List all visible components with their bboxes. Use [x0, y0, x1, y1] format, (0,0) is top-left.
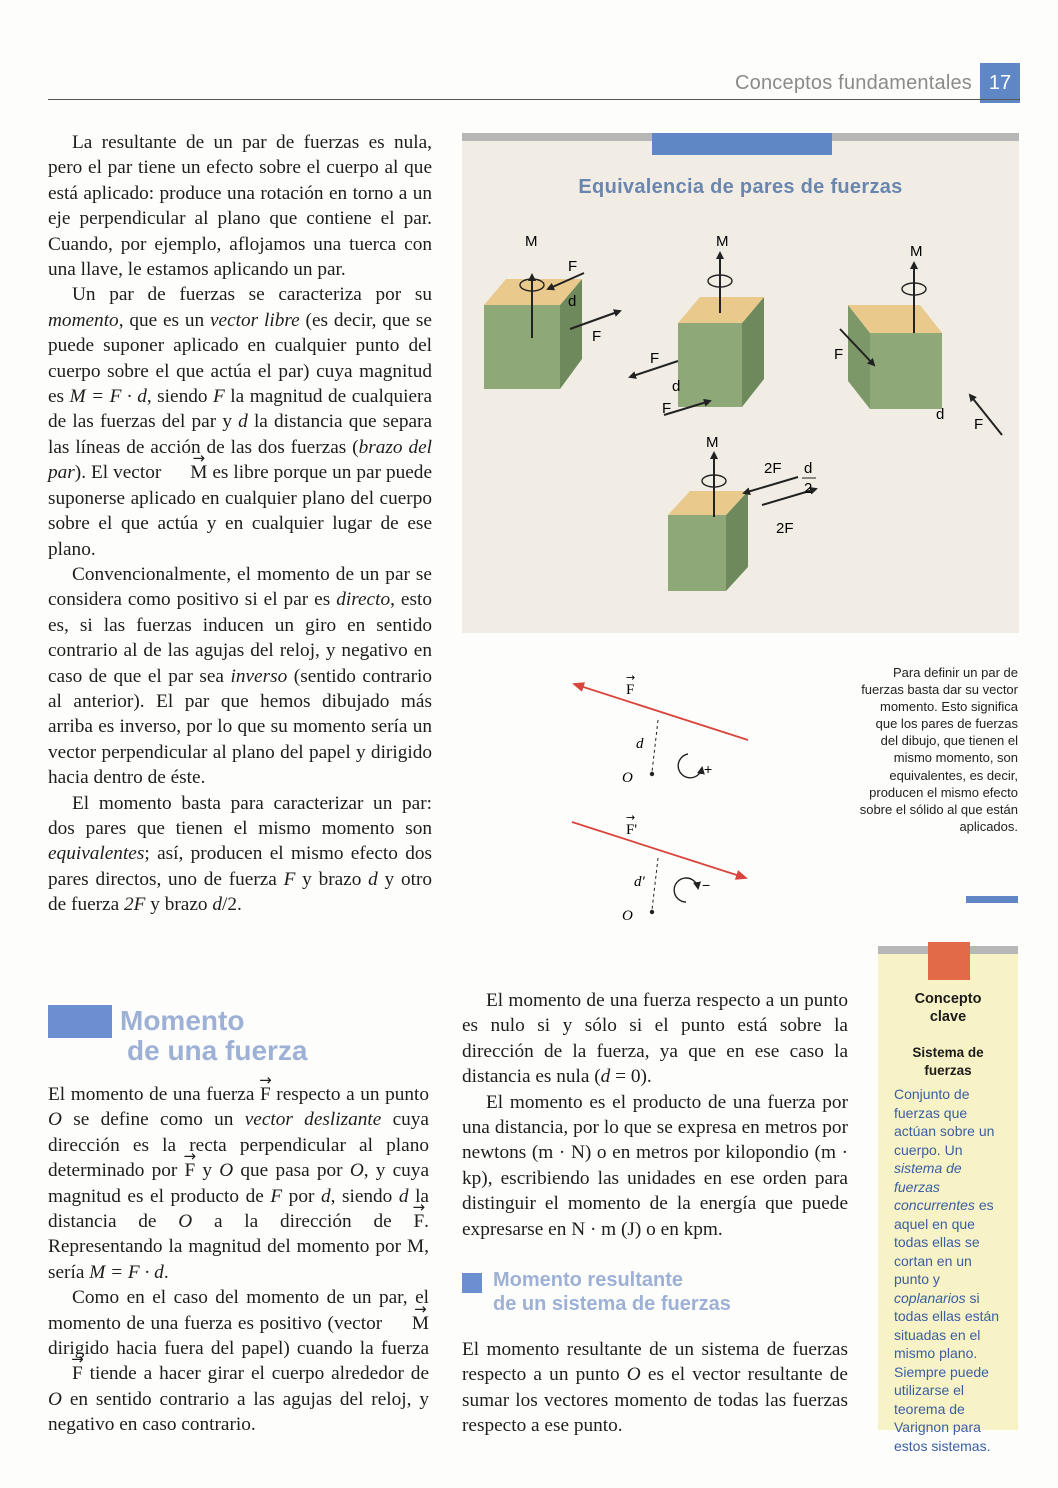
cube-1	[484, 233, 620, 389]
force-F-negative	[572, 811, 746, 924]
section-marker	[48, 1005, 112, 1038]
label-O: O	[622, 770, 633, 786]
label-2F: 2F	[764, 460, 782, 477]
caption-bar	[966, 896, 1018, 903]
label-d-over-2-den: 2	[804, 480, 813, 497]
vector-M: → M	[166, 460, 207, 485]
label-M: M	[910, 243, 923, 260]
label-d: d	[936, 406, 945, 423]
label-F: F	[834, 346, 844, 363]
label-d-over-2-num: d	[804, 460, 813, 477]
label-d: d	[636, 736, 644, 752]
figure-caption: Para definir un par de fuerzas basta dar su vector momento. Esto significa que los pares de fuerzas del dibujo, que tienen el mismo momento, son equivalentes, es decir, producen el mismo efecto sobre el sólido al que están aplicados.	[859, 665, 1018, 834]
paragraph: Un par de fuerzas se caracteriza por su momento, que es un vector libre (es decir, que se puede suponer aplicado en cualquier punto del cuerpo sobre el que actúa el par) cuya magnitud es M = F · d, siendo F la magnitud de cualquiera de las fuerzas del par y d la distancia que separa las líneas de acción de las dos fuerzas (brazo del par). El vector → M es libre porque un par puede suponerse aplicado en cualquier plano del cuerpo sobre el que actúa y en cualquier lugar de ese plano.	[48, 282, 432, 561]
header-rule	[48, 99, 1020, 100]
label-F: F	[974, 416, 984, 433]
section-title: Momento de una fuerza	[120, 1005, 308, 1066]
page-number: 17	[980, 63, 1020, 103]
concept-term: Sistema de fuerzas	[912, 1045, 984, 1078]
concept-definition: Conjunto de fuerzas que actúan sobre un cuerpo. Un sistema de fuerzas concurrentes es aquel en que todas ellas se cortan en un punto y coplanarios si todas ellas están situadas en el mismo plano. Siempre puede utilizarse el teorema de Varignon para estos sistemas.	[894, 1086, 1000, 1454]
figure-title: Equivalencia de pares de fuerzas	[578, 176, 903, 198]
paragraph: El momento resultante de un sistema de fuerzas respecto a un punto O es el vector resultante de sumar los vectores momento de todas las fuerzas respecto a ese punto.	[462, 1339, 848, 1437]
paragraph: La resultante de un par de fuerzas es nula, pero el par tiene un efecto sobre el cuerpo al que está aplicado: produce una rotación en torno a un eje perpendicular al plano que contiene el par. Cuando, por ejemplo, aflojamos una tuerca con una llave, le estamos aplicando un par.	[48, 132, 432, 281]
label-d-prime: d'	[634, 874, 645, 890]
label-M: M	[525, 233, 538, 250]
label-F: F	[592, 328, 602, 345]
label-plus: +	[704, 761, 713, 777]
force-moment-diagram	[562, 664, 762, 934]
cube-2	[630, 233, 764, 417]
label-O: O	[622, 908, 633, 924]
middle-column-text	[462, 988, 848, 1242]
svg-text:→: →	[626, 811, 636, 824]
label-M: M	[716, 233, 729, 250]
subsection-marker	[462, 1273, 482, 1293]
concept-marker	[928, 942, 970, 980]
label-2F: 2F	[776, 520, 794, 537]
label-F: F	[568, 258, 578, 275]
running-header: Conceptos fundamentales	[735, 72, 972, 94]
paragraph: El momento de una fuerza → F respecto a un punto O se define como un vector deslizante cuya dirección es la recta perpendicular al plano determinado por → F y O que pasa por O, y cuya magnitud es el producto de F por d, siendo d la distancia de O a la dirección de → F. Representando la magnitud del momento por M, sería M = F · d.	[48, 1082, 429, 1285]
cube-3	[834, 243, 1002, 435]
label-minus: −	[702, 877, 711, 893]
label-M: M	[706, 434, 719, 451]
cube-4	[668, 434, 816, 591]
concept-heading: Concepto clave	[914, 991, 982, 1025]
paragraph: Convencionalmente, el momento de un par se considera como positivo si el par es directo, esto es, si las fuerzas inducen un giro en sentido contrario al de las agujas del reloj, y negativo en caso de que el par sea inverso (sentido contrario al anterior). El par que hemos dibujado más arriba es inverso, por lo que su momento sería un vector perpendicular al plano del papel y dirigido hacia dentro de éste.	[48, 563, 432, 789]
paragraph: El momento basta para caracterizar un par: dos pares que tienen el mismo momento son equivalentes; así, producen el mismo efecto dos pares directos, uno de fuerza F y brazo d y otro de fuerza 2F y brazo d/2.	[48, 792, 433, 916]
label-d: d	[568, 293, 577, 310]
label-F: F	[650, 350, 660, 367]
svg-text:→: →	[626, 671, 636, 684]
force-F-positive	[574, 671, 748, 786]
subsection-title: Momento resultante de un sistema de fuerzas	[493, 1269, 731, 1315]
label-d: d	[672, 378, 681, 395]
paragraph: Como en el caso del momento de un par, el momento de una fuerza es positivo (vector → M dirigido hacia fuera del papel) cuando la fuerza → F tiende a hacer girar el cuerpo alrededor de O en sentido contrario a las agujas del reloj, y negativo en caso contrario.	[48, 1285, 429, 1437]
label-vec-F: F	[626, 682, 635, 698]
left-column-text	[48, 130, 432, 918]
middle-column-text-2	[462, 1337, 848, 1439]
label-F: F	[662, 400, 672, 417]
label-vec-F-prime: F'	[626, 822, 638, 838]
paragraph: El momento es el producto de una fuerza por una distancia, por lo que se expresa en metros por newtons (m · N) o en metros por kilopondio (m · kp), escribiendo las unidades en ese orden para distinguir el momento de la energía que puede expresarse en N · m (J) o en kpm.	[462, 1091, 848, 1240]
paragraph: El momento de una fuerza respecto a un punto es nulo si y sólo si el punto está sobre la dirección de la fuerza, ya que en ese caso la distancia es nula (d = 0).	[462, 990, 848, 1088]
cubes-diagram	[462, 133, 1019, 633]
left-column-text-2	[48, 1082, 429, 1438]
